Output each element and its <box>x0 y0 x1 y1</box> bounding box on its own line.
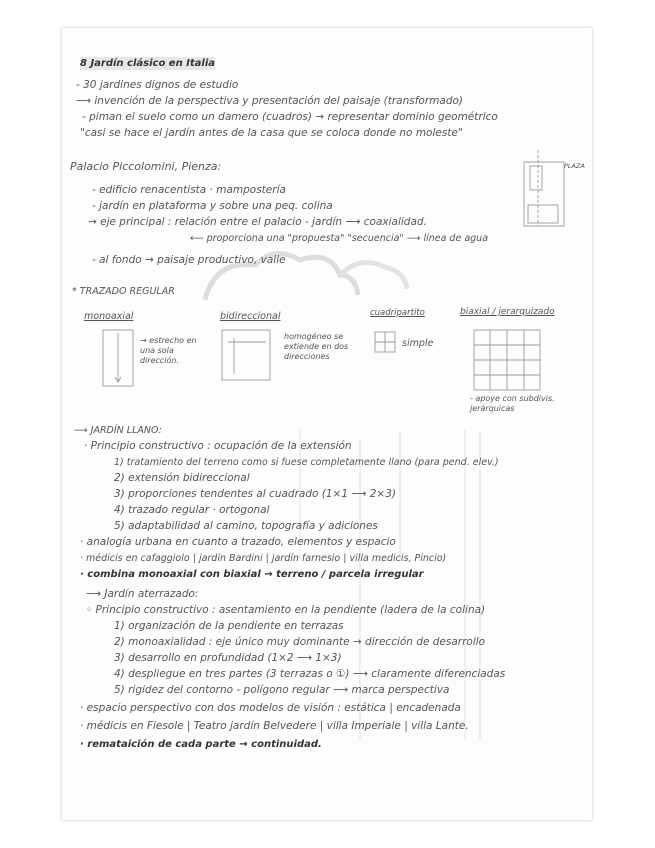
list-item: - al fondo → paisaje productivo, valle <box>92 254 286 266</box>
list-item: 5) rigidez del contorno - polígono regular ⟶ marca perspectiva <box>114 684 450 696</box>
list-item: 2) monoaxialidad : eje único muy dominante → dirección de desarrollo <box>114 636 486 648</box>
list-item: 4) trazado regular · ortogonal <box>114 504 270 516</box>
list-item: ⟵ proporciona una "propuesta" "secuencia" ⟶ línea de agua <box>190 233 489 244</box>
sketch-label: PLAZA <box>564 162 585 170</box>
type-label: monoaxial <box>84 311 134 322</box>
section-heading: Palacio Piccolomini, Pienza: <box>70 160 222 173</box>
list-item: 1) organización de la pendiente en terrazas <box>114 620 344 632</box>
list-item: 4) despliegue en tres partes (3 terrazas o ①) ⟶ claramente diferenciadas <box>114 668 506 680</box>
list-item: - edificio renacentista · mampostería <box>92 184 286 196</box>
section-heading: ⟶ Jardín aterrazado: <box>86 588 199 600</box>
diagram-note: - apoye con subdivis. jerárquicas <box>470 394 555 413</box>
list-item: · espacio perspectivo con dos modelos de visión : estática | encadenada <box>80 702 461 714</box>
diagram-note: → estrecho en una sola dirección. <box>140 336 197 365</box>
list-item: · médicis en cafaggiolo | jardín Bardini | jardín farnesio | villa medicis, Pincio) <box>80 553 447 564</box>
intro-line: ⟶ invención de la perspectiva y presentación del paisaje (transformado) <box>76 95 464 107</box>
type-label: cuadripartito <box>370 308 425 318</box>
principle-line: ◦ Principio constructivo : asentamiento en la pendiente (ladera de la colina) <box>86 604 486 616</box>
list-item: 2) extensión bidireccional <box>114 472 250 484</box>
list-item: 1) tratamiento del terreno como si fuese completamente llano (para pend. elev.) <box>114 457 499 468</box>
list-item: 3) desarrollo en profundidad (1×2 ⟶ 1×3) <box>114 652 342 664</box>
list-item: → eje principal : relación entre el palacio - jardín ⟶ coaxialidad. <box>88 216 427 228</box>
page-title: 8 Jardín clásico en Italia <box>80 58 216 69</box>
list-item: 3) proporciones tendentes al cuadrado (1×1 ⟶ 2×3) <box>114 488 396 500</box>
list-item: · médicis en Fiesole | Teatro jardín Belvedere | villa Imperiale | villa Lante. <box>80 720 469 732</box>
list-item: · combina monoaxial con biaxial → terreno / parcela irregular <box>80 569 424 580</box>
list-item: - jardín en plataforma y sobre una peq. colina <box>92 200 333 212</box>
intro-line: - piman el suelo como un damero (cuadros) → representar dominio geométrico <box>82 111 498 123</box>
principle-line: · Principio constructivo : ocupación de la extensión <box>84 440 352 452</box>
section-heading: ⟶ JARDÍN LLANO: <box>74 425 162 436</box>
list-item: 5) adaptabilidad al camino, topografía y adiciones <box>114 520 378 532</box>
diagram-note: simple <box>402 338 434 349</box>
diagram-note: homogéneo se extiende en dos direcciones <box>284 332 349 361</box>
intro-line: - 30 jardines dignos de estudio <box>76 79 239 91</box>
section-heading: * TRAZADO REGULAR <box>72 286 175 297</box>
list-item: · analogía urbana en cuanto a trazado, elementos y espacio <box>80 536 396 548</box>
bidireccional-diagram <box>222 330 270 380</box>
list-item: · remataición de cada parte → continuidad. <box>80 739 322 750</box>
intro-line: "casi se hace el jardín antes de la casa que se coloca donde no moleste" <box>80 127 463 139</box>
type-label: biaxial / jerarquizado <box>460 307 555 317</box>
type-label: bidireccional <box>220 311 281 322</box>
